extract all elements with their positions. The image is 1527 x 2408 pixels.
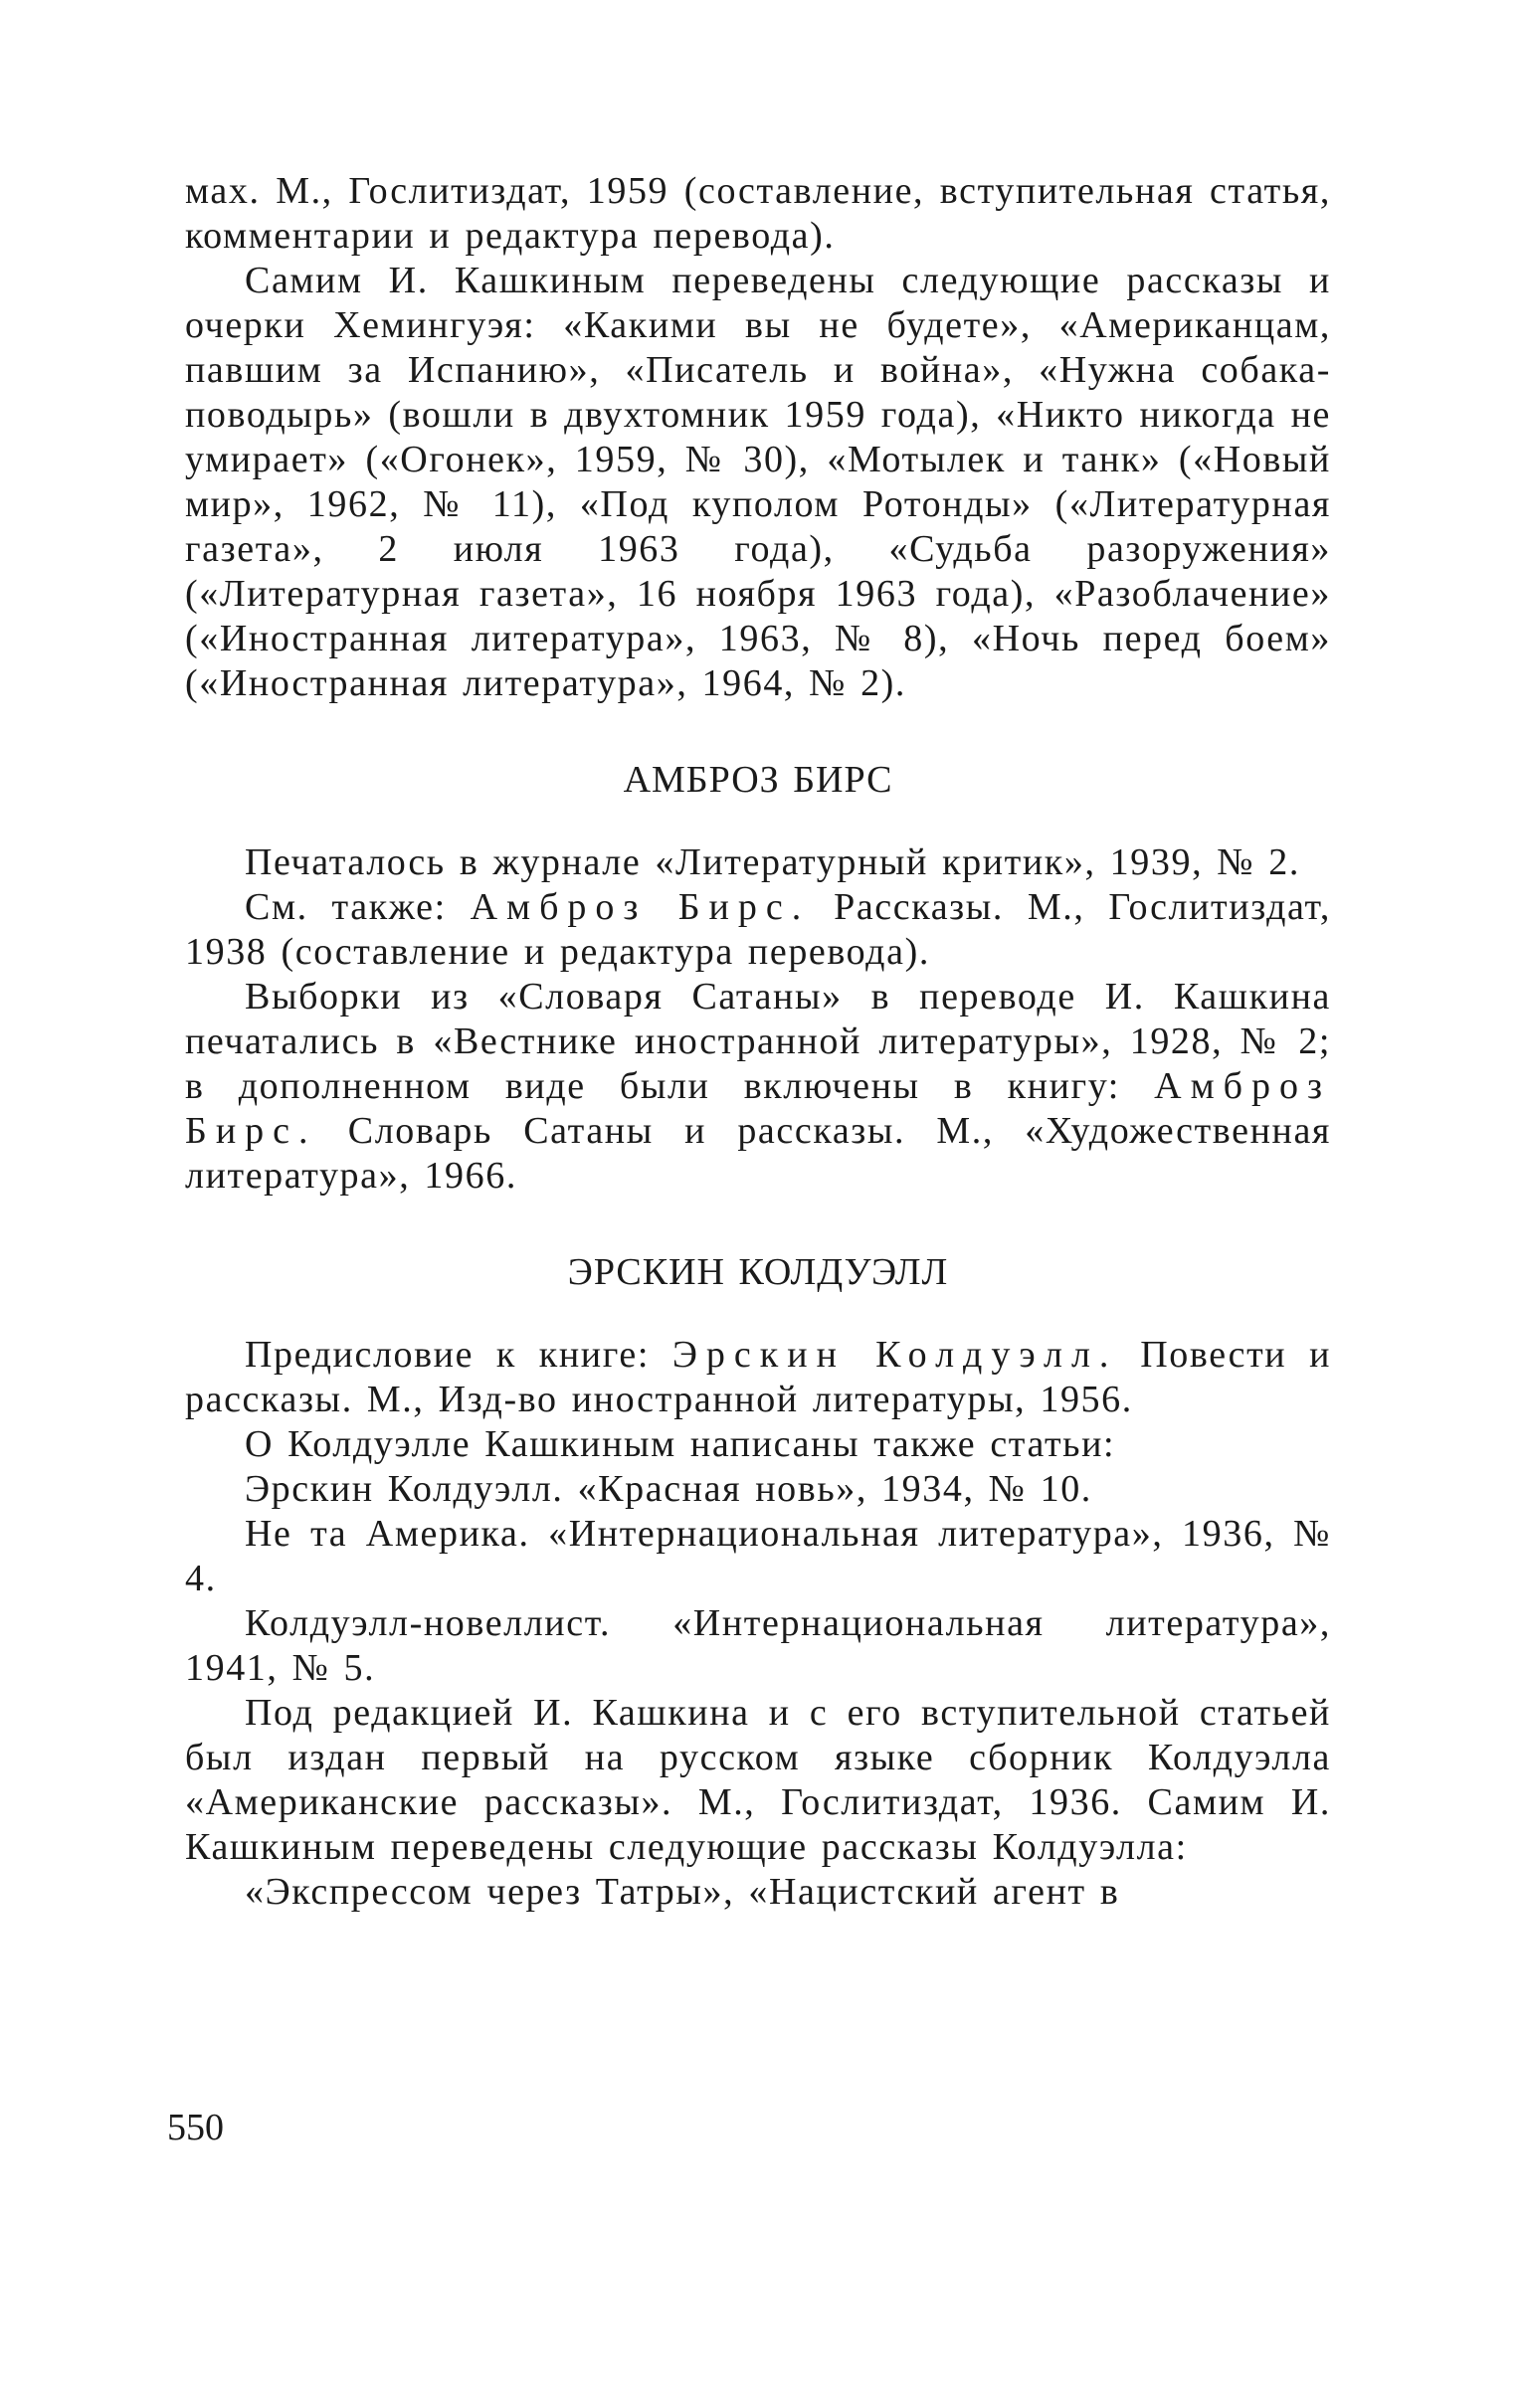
paragraph-caldwell-6: Под редакцией И. Кашкина и с его вступительной статьей был издан первый на русском языке сборник Колдуэлла «Американские рассказы». М., Гослитиздат, 1936. Самим И. Кашкиным переведены следующие рассказы Колдуэлла: [185,1692,1331,1868]
text-run: Выборки из «Словаря Сатаны» в переводе И. Кашкина печатались в «Вестнике иностранной литературы», 1928, № 2; в дополненном виде были включены в книгу: [185,976,1331,1107]
paragraph-hemingway-translations: Самим И. Кашкиным переведены следующие рассказы и очерки Хемингуэя: «Какими вы не будете», «Американцам, павшим за Испанию», «Писатель и война», «Нужна собака-поводырь» (вошли в двухтомник 1959 года), «Никто никогда не умирает» («Огонек», 1959, № 30), «Мотылек и танк» («Новый мир», 1962, № 11), «Под куполом Ротонды» («Литературная газета», 2 июля 1963 года), «Судьба разоружения» («Литературная газета», 16 ноября 1963 года), «Разоблачение» («Иностранная литература», 1963, № 8), «Ночь перед боем» («Иностранная литература», 1964, № 2). [185,260,1331,704]
text-run: Рассказы. М., Гослитиздат, 1938 (составление и редактура перевода). [185,886,1331,973]
paragraph-top-1: мах. М., Гослитиздат, 1959 (составление, вступительная статья, комментарии и редактура перевода). [185,170,1331,257]
paragraph-caldwell-7: «Экспрессом через Татры», «Нацистский агент в [245,1871,1120,1913]
paragraph-caldwell-5: Колдуэлл-новеллист. «Интернациональная литература», 1941, № 5. [185,1602,1331,1689]
text-run: Словарь Сатаны и рассказы. М., «Художественная литература», 1966. [185,1110,1331,1197]
paragraph-caldwell-3: Эрскин Колдуэлл. «Красная новь», 1934, № 10. [245,1468,1092,1510]
paragraph-caldwell-4: Не та Америка. «Интернациональная литература», 1936, № 4. [185,1513,1331,1599]
section-heading-erskine-caldwell: ЭРСКИН КОЛДУЭЛЛ [567,1251,949,1293]
text-run: Предисловие к книге: [245,1334,672,1376]
paragraph-ambrose-3 [185,975,1331,1199]
spaced-author-name: Эрскин Колдуэлл. [671,1334,1118,1376]
section-heading-ambrose-bierce: АМБРОЗ БИРС [623,759,893,801]
page-body [185,169,1331,1915]
text-run: Повести и рассказы. М., Изд-во иностранной литературы, 1956. [185,1334,1331,1420]
paragraph-caldwell-2: О Колдуэлле Кашкиным написаны также статьи: [245,1423,1116,1465]
spaced-author-name: Амброз Бирс. [470,886,811,928]
page-number: 550 [167,2107,224,2148]
paragraph-ambrose-2 [185,885,1331,975]
spaced-author-name: Амброз Бирс. [185,1065,1331,1152]
paragraph-caldwell-1 [185,1333,1331,1422]
paragraph-ambrose-1: Печаталось в журнале «Литературный критик», 1939, № 2. [245,841,1300,883]
text-run: См. также: [245,886,471,928]
